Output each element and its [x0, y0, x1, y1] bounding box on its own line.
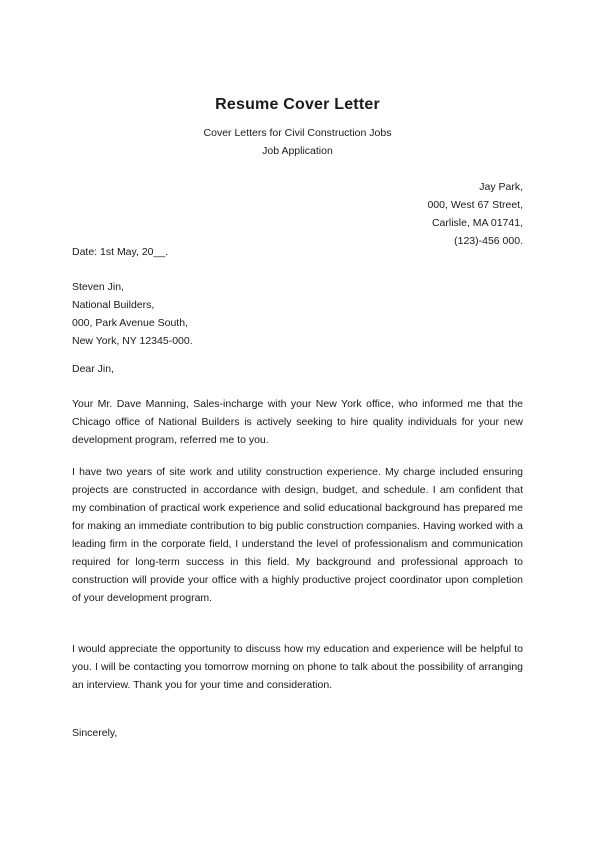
letter-date: Date: 1st May, 20__.: [72, 246, 169, 258]
body-paragraph-referral: Your Mr. Dave Manning, Sales-incharge with your New York office, who informed me that the Chicago office of National Builders is actively seeking to hire quality individuals for your new development program, referred me to you.: [72, 398, 523, 446]
body-paragraph-interview: I would appreciate the opportunity to discuss how my education and experience will be helpful to you. I will be contacting you tomorrow morning on phone to talk about the possibility of arranging an interview. Thank you for your time and consideration.: [72, 643, 523, 691]
recipient-company: National Builders,: [72, 299, 155, 311]
document-title: Resume Cover Letter: [215, 96, 380, 113]
sender-address: [427, 178, 523, 250]
salutation: Dear Jin,: [72, 363, 115, 375]
recipient-name: Steven Jin,: [72, 281, 124, 293]
sender-name: Jay Park,: [479, 181, 523, 193]
recipient-street: 000, Park Avenue South,: [72, 317, 188, 329]
sender-phone: (123)-456 000.: [454, 235, 523, 247]
recipient-city: New York, NY 12345-000.: [72, 335, 193, 347]
document-subtitle: Cover Letters for Civil Construction Jobs: [203, 127, 392, 139]
recipient-address: [72, 278, 193, 350]
document-subtitle-secondary: Job Application: [262, 145, 333, 157]
body-paragraph-experience: I have two years of site work and utility construction experience. My charge included ensuring projects are constructed in accordance with design, budget, and schedule. I am confident that my combination of practical work experience and solid educational background has prepared me for making an immediate contribution to big public construction companies. Having worked with a leading firm in the corporate field, I understand the level of professionalism and communication required for long-term success in this field. My background and professional approach to construction will provide your office with a highly productive project coordinator upon completion of your development program.: [72, 466, 523, 604]
closing: Sincerely,: [72, 727, 118, 739]
sender-street: 000, West 67 Street,: [427, 199, 523, 211]
sender-city: Carlisle, MA 01741,: [431, 217, 523, 229]
